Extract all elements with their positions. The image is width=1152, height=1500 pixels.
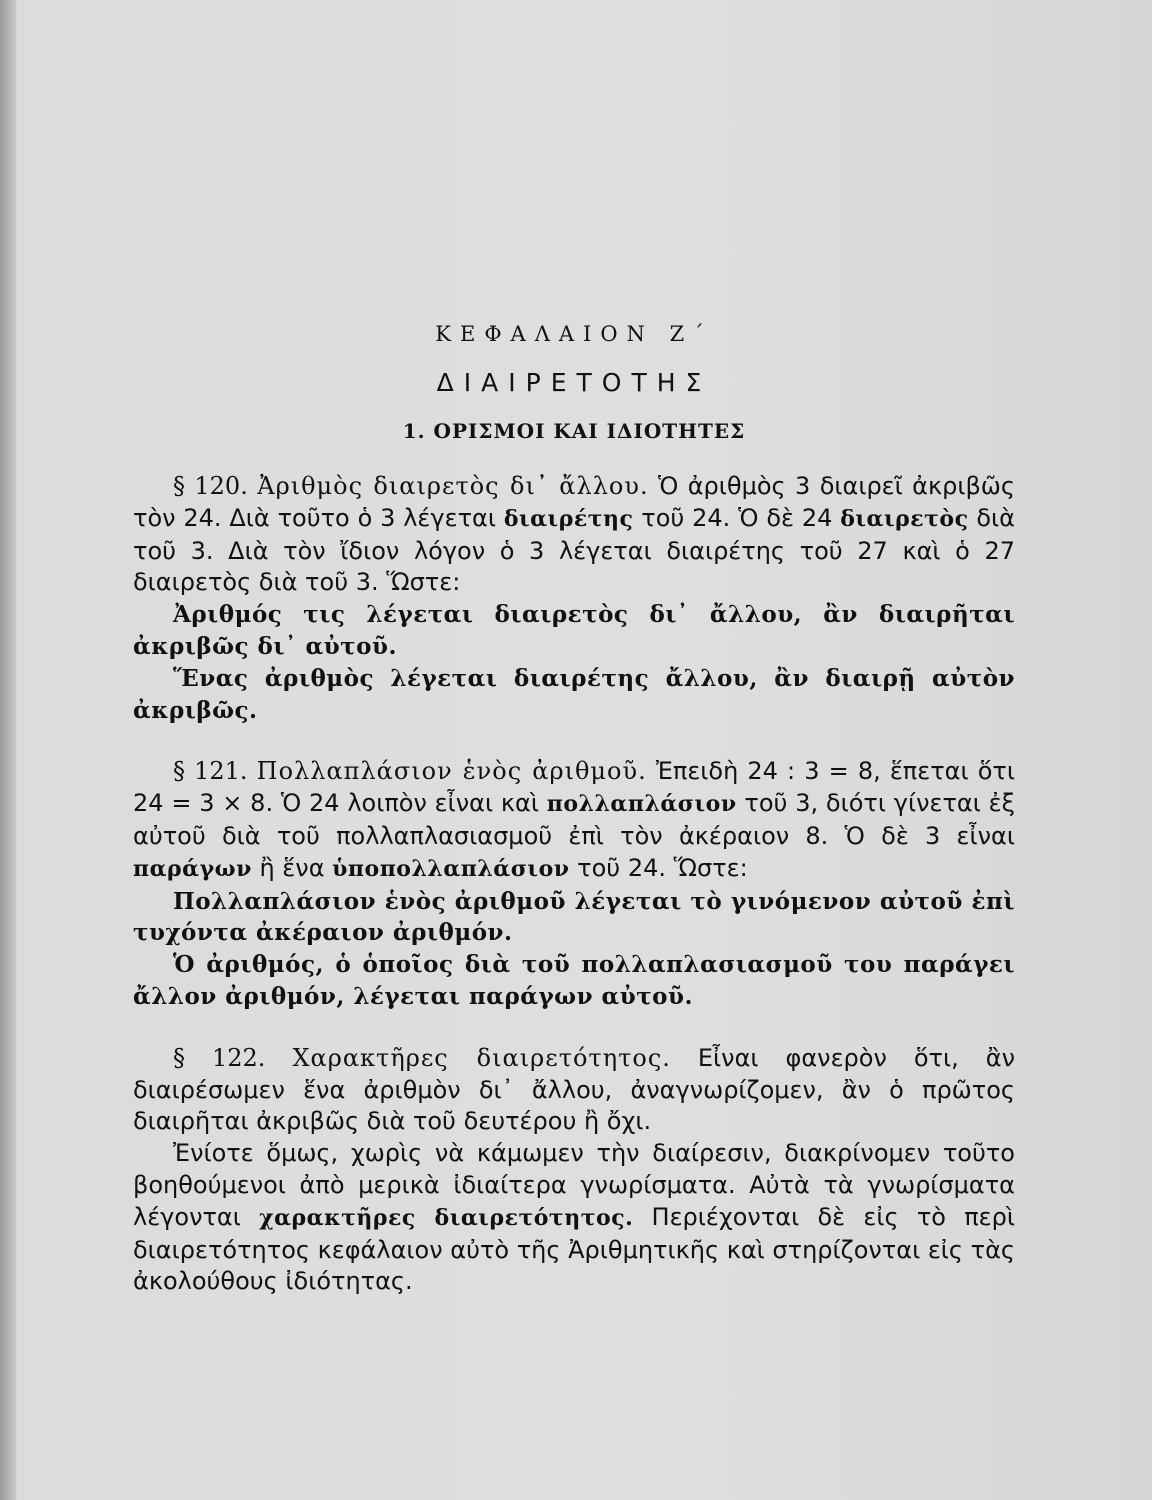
term-divisibility-characters: χαρακτῆρες διαιρετότητος. [259,1204,634,1231]
paragraph-121-text-4: τοῦ 24. Ὥστε: [577,853,748,882]
paragraph-120-text-1: Ὁ ἀριθμὸς 3 διαιρεῖ ἀκριβῶς τὸν 24. Διὰ τοῦτο ὁ 3 λέγεται [133,472,1015,532]
term-diairetis: διαιρέτης [503,505,634,532]
term-pollaplasion: πολλαπλάσιον [546,791,737,818]
definition-divisor: Ἕνας ἀριθμὸς λέγεται διαιρέτης ἄλλου, ἂν διαιρῇ αὐτὸν ἀκριβῶς. [133,664,1015,724]
term-paragon: παράγων [133,855,252,882]
paragraph-120-text-2: τοῦ 24. Ὁ δὲ 24 [641,503,833,532]
definition-multiple: Πολλαπλάσιον ἑνὸς ἀριθμοῦ λέγεται τὸ γινόμενον αὐτοῦ ἐπὶ τυχόντα ἀκέραιον ἀριθμόν. [133,887,1015,947]
paragraph-121-text-1: Ἐπειδὴ 24 : 3 = 8, ἕπεται ὅτι 24 = 3 × 8. Ὁ 24 λοιπὸν εἶναι καὶ [133,757,1015,818]
section-title: 1. ΟΡΙΣΜΟΙ ΚΑΙ ΙΔΙΟΤΗΤΕΣ [402,419,746,443]
paragraph-121-body [133,756,1015,885]
chapter-title: ΔΙΑΙΡΕΤΟΤΗΣ [436,368,712,397]
paragraph-120 [133,471,1015,726]
paragraph-121 [133,756,1015,1012]
paragraph-122-text-2: Ἐνίοτε ὅμως, χωρὶς νὰ κάμωμεν τὴν διαίρεσιν, διακρίνομεν τοῦτο βοηθούμενοι ἀπὸ μερικὰ ἰδιαίτερα γνωρίσματα. Αὐτὰ τὰ γνωρίσματα λέγονται [133,1139,1015,1231]
chapter-label: ΚΕΦΑΛΑΙΟΝ Ζ΄ [435,322,713,346]
term-ypopollaplasion: ὑποπολλαπλάσιον [332,855,570,882]
paragraph-122-text-3: Περιέχονται δὲ εἰς τὸ περὶ διαιρετότητος κεφάλαιον αὐτὸ τῆς Ἀριθμητικῆς καὶ στηρίζονται εἰς τὰς ἀκολούθους ἰδιότητας. [133,1202,1015,1296]
term-diairetos: διαιρετὸς [840,505,969,532]
paragraph-121-text-2: τοῦ 3, διότι γίνεται ἐξ αὐτοῦ διὰ τοῦ πολλαπλασιασμοῦ ἐπὶ τὸν ἀκέραιον 8. Ὁ δὲ 3 εἶναι [133,789,1015,850]
definition-divisible: Ἀριθμός τις λέγεται διαιρετὸς δι᾿ ἄλλου, ἂν διαιρῆται ἀκριβῶς δι᾿ αὐτοῦ. [133,601,1015,660]
paragraph-120-number: § 120. [173,472,248,500]
definition-factor: Ὁ ἀριθμός, ὁ ὁποῖος διὰ τοῦ πολλαπλασιασμοῦ του παράγει ἄλλον ἀριθμόν, λέγεται παράγων αὐτοῦ. [133,951,1015,1010]
paragraph-121-number: § 121. [173,757,248,786]
paragraph-122 [133,1043,1015,1298]
page-content [133,322,1015,1328]
paragraph-122-continuation [133,1138,1015,1298]
paragraph-121-text-3: ἢ ἕνα [259,853,325,882]
paragraph-122-heading: Χαρακτῆρες διαιρετότητος. [292,1043,671,1072]
page-spine-shadow [0,0,16,1500]
paragraph-122-text-1: Εἶναι φανερὸν ὅτι, ἂν διαιρέσωμεν ἕνα ἀριθμὸν δι᾿ ἄλλου, ἀναγνωρίζομεν, ἂν ὁ πρῶτος διαιρῆται ἀκριβῶς διὰ τοῦ δευτέρου ἢ ὄχι. [133,1043,1015,1136]
paragraph-120-body [133,471,1015,599]
paragraph-120-heading: Ἀριθμὸς διαιρετὸς δι᾿ ἄλλου. [257,472,649,500]
paragraph-120-text-3: διὰ τοῦ 3. Διὰ τὸν ἴδιον λόγον ὁ 3 λέγεται διαιρέτης τοῦ 27 καὶ ὁ 27 διαιρετὸς διὰ τοῦ 3. Ὥστε: [133,503,1015,597]
paragraph-122-body [133,1043,1015,1138]
paragraph-121-heading: Πολλαπλάσιον ἑνὸς ἀριθμοῦ. [256,757,647,786]
paragraph-122-number: § 122. [173,1043,266,1072]
